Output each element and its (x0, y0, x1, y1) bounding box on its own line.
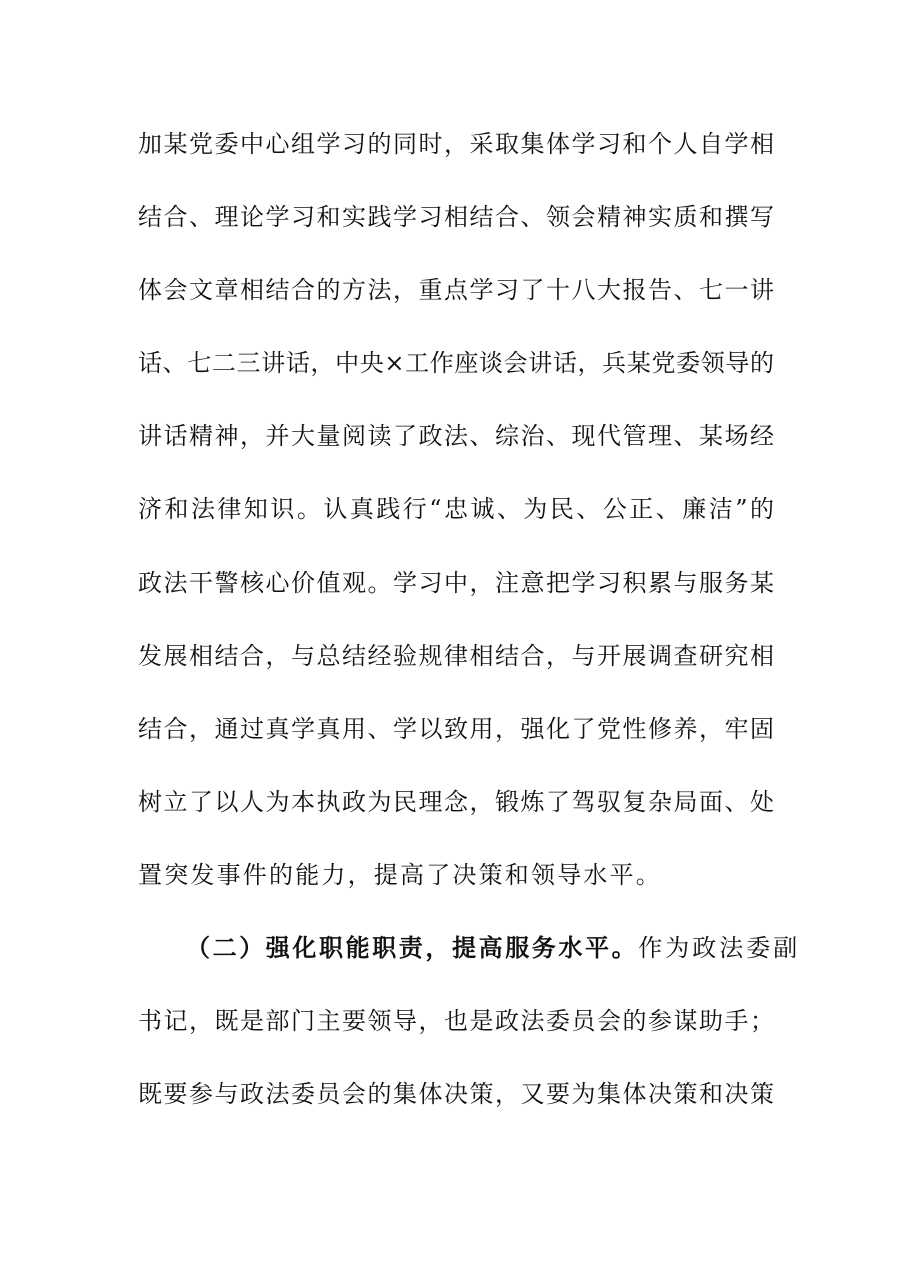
section-heading-continuation: 作为政法委副 (638, 934, 801, 963)
text-line: 书记，既是部门主要领导，也是政法委员会的参谋助手； (138, 1007, 774, 1036)
text-line: 树立了以人为本执政为民理念，锻炼了驾驭复杂局面、处 (138, 787, 774, 816)
text-line: 体会文章相结合的方法，重点学习了十八大报告、七一讲 (138, 276, 774, 305)
text-line: 置突发事件的能力，提高了决策和领导水平。 (138, 860, 662, 889)
body-text (138, 118, 801, 1141)
text-line: 既要参与政法委员会的集体决策，又要为集体决策和决策 (138, 1080, 774, 1109)
section-heading: （二）强化职能职责，提高服务水平。 (186, 933, 639, 963)
text-line: 讲话精神，并大量阅读了政法、综治、现代管理、某场经 (138, 422, 774, 451)
text-line: 加某党委中心组学习的同时，采取集体学习和个人自学相 (138, 130, 774, 158)
text-line: 济和法律知识。认真践行“忠诚、为民、公正、廉洁”的 (138, 495, 774, 524)
text-line: 结合，通过真学真用、学以致用，强化了党性修养，牢固 (138, 714, 774, 743)
text-line: 结合、理论学习和实践学习相结合、领会精神实质和撰写 (138, 203, 774, 232)
text-line: 政法干警核心价值观。学习中，注意把学习积累与服务某 (138, 568, 774, 597)
text-line: 发展相结合，与总结经验规律相结合，与开展调查研究相 (138, 641, 774, 670)
section-heading-line (138, 922, 801, 995)
text-line: 话、七二三讲话，中央×工作座谈会讲话，兵某党委领导的 (138, 349, 774, 378)
